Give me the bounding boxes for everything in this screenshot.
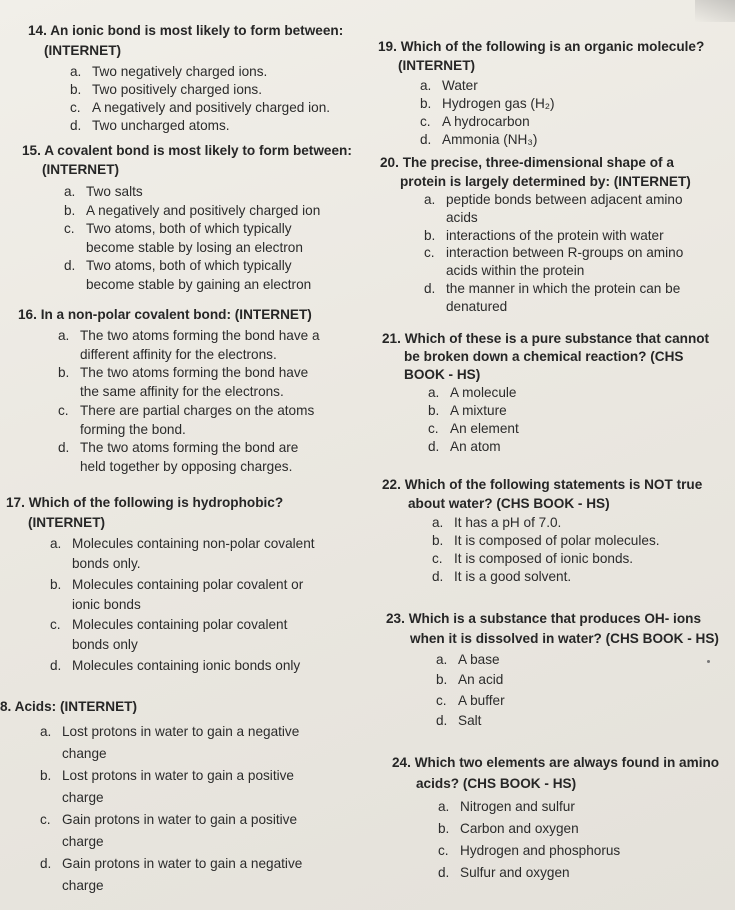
- question-24-options: [438, 796, 735, 884]
- question-21-options: [428, 384, 732, 456]
- question-23: [386, 610, 735, 731]
- question-23-stem: 23. Which is a substance that produces OH- ions when it is dissolved in water? (CHS BOOK - HS): [386, 611, 719, 646]
- option-14d[interactable]: d. Two uncharged atoms.: [70, 118, 230, 133]
- option-16b[interactable]: b. The two atoms forming the bond have the same affinity for the electrons.: [58, 365, 309, 400]
- option-24c[interactable]: c. Hydrogen and phosphorus: [438, 843, 621, 858]
- option-14c[interactable]: c. A negatively and positively charged ion.: [70, 100, 331, 115]
- question-22: [382, 476, 732, 586]
- option-20d[interactable]: d. the manner in which the protein can be denatured: [424, 280, 681, 314]
- question-22-options: [432, 514, 732, 586]
- option-23b[interactable]: b. An acid: [436, 672, 504, 688]
- question-20: [380, 154, 730, 316]
- question-15-stem: 15. A covalent bond is most likely to form between: (INTERNET): [22, 142, 362, 179]
- option-15c[interactable]: c. Two atoms, both of which typically become stable by losing an electron: [64, 221, 303, 255]
- option-15a[interactable]: a. Two salts: [64, 184, 143, 199]
- question-14-stem: 14. An ionic bond is most likely to form between: (INTERNET): [28, 22, 358, 60]
- question-23-options: [436, 650, 735, 731]
- option-16c[interactable]: c. There are partial charges on the atoms forming the bond.: [58, 402, 315, 437]
- question-18-options: [40, 721, 360, 897]
- question-17-source: (INTERNET): [28, 515, 106, 530]
- option-21b[interactable]: b. A mixture: [428, 403, 507, 418]
- option-19d[interactable]: d. Ammonia (NH₃): [420, 132, 538, 147]
- question-24: [392, 754, 735, 884]
- question-19-options: [420, 77, 728, 149]
- option-22c[interactable]: c. It is composed of ionic bonds.: [432, 551, 634, 566]
- question-22-stem: 22. Which of the following statements is NOT true about water? (CHS BOOK - HS): [382, 477, 703, 511]
- question-24-stem: 24. Which two elements are always found in amino acids? (CHS BOOK - HS): [392, 755, 720, 791]
- option-23c[interactable]: c. A buffer: [436, 692, 505, 708]
- question-15-options: [64, 183, 362, 294]
- option-21c[interactable]: c. An element: [428, 421, 519, 436]
- option-16a[interactable]: a. The two atoms forming the bond have a different affinity for the electrons.: [58, 328, 320, 362]
- option-24b[interactable]: b. Carbon and oxygen: [438, 821, 579, 836]
- option-17d[interactable]: d. Molecules containing ionic bonds only: [50, 657, 301, 673]
- question-21: [382, 330, 732, 456]
- option-21a[interactable]: a. A molecule: [428, 385, 517, 400]
- question-17-options: [50, 534, 361, 676]
- option-22d[interactable]: d. It is a good solvent.: [432, 569, 572, 584]
- option-19b[interactable]: b. Hydrogen gas (H₂): [420, 96, 555, 111]
- option-19c[interactable]: c. A hydrocarbon: [420, 114, 530, 129]
- option-21d[interactable]: d. An atom: [428, 439, 501, 454]
- question-19-stem: 19. Which of the following is an organic molecule? (INTERNET): [378, 38, 728, 75]
- option-15d[interactable]: d. Two atoms, both of which typically become stable by gaining an electron: [64, 258, 312, 292]
- option-20a[interactable]: a. peptide bonds between adjacent amino acids: [424, 192, 683, 225]
- option-18c[interactable]: c. Gain protons in water to gain a positive charge: [40, 812, 298, 849]
- option-23d[interactable]: d. Salt: [436, 712, 482, 728]
- option-14a[interactable]: a. Two negatively charged ions.: [70, 64, 268, 79]
- page-corner-shadow: [695, 0, 735, 22]
- question-16-options: [58, 327, 363, 477]
- option-22b[interactable]: b. It is composed of polar molecules.: [432, 533, 660, 548]
- option-17a[interactable]: a. Molecules containing non-polar covalent bonds only.: [50, 536, 315, 572]
- question-18-stem: 8. Acids: (INTERNET): [0, 699, 137, 714]
- option-22a[interactable]: a. It has a pH of 7.0.: [432, 515, 562, 530]
- option-20b[interactable]: b. interactions of the protein with water: [424, 227, 664, 243]
- option-16d[interactable]: d. The two atoms forming the bond are held together by opposing charges.: [58, 440, 299, 474]
- question-14-source: (INTERNET): [44, 43, 122, 58]
- question-21-stem: 21. Which of these is a pure substance that cannot be broken down a chemical reaction? (CHS BOOK - HS): [382, 331, 710, 382]
- question-17-stem: 17. Which of the following is hydrophobic? (INTERNET): [6, 494, 361, 532]
- option-17b[interactable]: b. Molecules containing polar covalent or ionic bonds: [50, 576, 304, 612]
- question-14: [28, 22, 358, 135]
- question-15-source: (INTERNET): [42, 162, 120, 177]
- option-19a[interactable]: a. Water: [420, 78, 478, 93]
- option-24a[interactable]: a. Nitrogen and sulfur: [438, 799, 575, 814]
- option-20c[interactable]: c. interaction between R-groups on amino acids within the protein: [424, 245, 684, 279]
- option-24d[interactable]: d. Sulfur and oxygen: [438, 865, 570, 880]
- option-17c[interactable]: c. Molecules containing polar covalent bonds only: [50, 617, 288, 653]
- question-19: [378, 38, 728, 149]
- question-15: [22, 142, 362, 294]
- question-18: [0, 698, 360, 897]
- question-20-options: [424, 191, 730, 316]
- option-23a[interactable]: a. A base: [436, 652, 500, 667]
- option-18b[interactable]: b. Lost protons in water to gain a positive charge: [40, 768, 294, 805]
- question-16-stem: 16. In a non-polar covalent bond: (INTERNET): [18, 307, 312, 322]
- question-16: [18, 306, 363, 477]
- question-20-stem: 20. The precise, three-dimensional shape of a protein is largely determined by: (INTERNET): [380, 155, 691, 189]
- option-15b[interactable]: b. A negatively and positively charged ion: [64, 202, 321, 218]
- option-18a[interactable]: a. Lost protons in water to gain a negative change: [40, 724, 300, 761]
- question-19-source: (INTERNET): [398, 58, 476, 73]
- question-17: [6, 494, 361, 676]
- option-18d[interactable]: d. Gain protons in water to gain a negative charge: [40, 856, 303, 893]
- question-14-options: [70, 63, 358, 135]
- option-14b[interactable]: b. Two positively charged ions.: [70, 82, 263, 97]
